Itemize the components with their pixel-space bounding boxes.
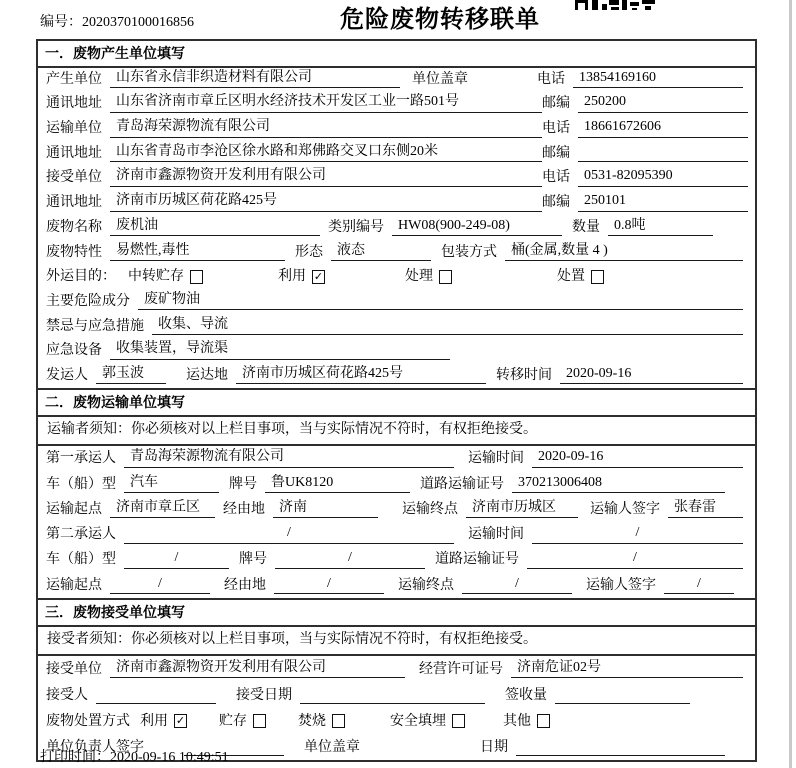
print-timestamp-label: 打印时间：	[40, 750, 110, 765]
producer-phone-value: 13854169160	[573, 69, 743, 89]
producer-address-value: 山东省济南市章丘区明水经济技术开发区工业一路501号	[110, 93, 542, 113]
row-hazard-components	[38, 290, 755, 315]
option-other	[503, 713, 550, 731]
option-incinerate	[298, 713, 345, 731]
second-carrier-signature-value: /	[664, 575, 734, 595]
field-label: 接受日期	[236, 687, 292, 703]
option-label: 安全填埋	[390, 713, 446, 729]
waste-hazard-value: 易燃性,毒性	[110, 242, 285, 262]
route-origin-value: 济南市章丘区	[110, 499, 215, 519]
receiver-person-value	[96, 702, 216, 704]
field-label: 邮编	[542, 96, 570, 112]
option-utilize	[140, 713, 187, 731]
checkbox	[190, 270, 203, 284]
row-transfer-purpose	[38, 265, 755, 290]
manifest-number-value: 2020370100016856	[82, 15, 194, 30]
field-label: 签收量	[505, 687, 547, 703]
second-route-origin-value: /	[110, 575, 210, 595]
page-title: 危险废物转移联单	[340, 6, 540, 33]
field-label: 包装方式	[441, 244, 497, 260]
field-label: 运输终点	[402, 501, 458, 517]
field-label: 电话	[542, 170, 570, 186]
field-label: 道路运输证号	[435, 552, 519, 568]
field-label: 废物特性	[46, 244, 102, 260]
producer-unit-value: 山东省永信非织造材料有限公司	[110, 69, 400, 89]
checkbox	[591, 270, 604, 284]
field-label: 转移时间	[496, 367, 552, 383]
field-label: 废物处置方式	[46, 713, 130, 729]
checkbox	[253, 714, 266, 728]
print-timestamp	[40, 749, 229, 767]
field-label: 日期	[480, 739, 508, 755]
option-store	[219, 713, 266, 731]
field-label: 接受人	[46, 687, 88, 703]
row-second-route	[38, 573, 755, 598]
field-label: 牌号	[229, 476, 257, 492]
second-carrier-value: /	[124, 524, 454, 544]
field-label: 主要危险成分	[46, 293, 130, 309]
checkbox-checked: ✓	[175, 714, 186, 728]
row-producer-address	[38, 92, 755, 117]
option-transfer-storage	[128, 268, 203, 286]
field-label: 车（船）型	[46, 476, 116, 492]
field-label: 经由地	[224, 577, 266, 593]
section-transporter-title: 二．废物运输单位填写	[38, 390, 755, 417]
field-label: 运输终点	[398, 577, 454, 593]
field-label: 电话	[537, 71, 565, 87]
receive-date-value	[300, 702, 485, 704]
field-label: 接受单位	[46, 170, 102, 186]
option-label: 焚烧	[298, 713, 326, 729]
field-label: 禁忌与应急措施	[46, 318, 144, 334]
section-transporter	[38, 388, 755, 598]
page-edge-line	[789, 0, 792, 768]
second-route-end-value: /	[462, 575, 572, 595]
field-label: 发运人	[46, 367, 88, 383]
qr-code-fragment	[575, 0, 655, 11]
option-label: 中转贮存	[128, 269, 184, 285]
field-label: 邮编	[542, 195, 570, 211]
transport-zip-value	[578, 160, 748, 162]
option-utilize	[278, 268, 325, 286]
waste-form-value: 液态	[331, 242, 431, 262]
receiver-address-value: 济南市历城区荷花路425号	[110, 192, 542, 212]
field-label: 废物名称	[46, 219, 102, 235]
field-label: 第二承运人	[46, 527, 116, 543]
transport-unit-value: 青岛海荣源物流有限公司	[110, 118, 542, 138]
row-receiver-address	[38, 191, 755, 216]
first-transport-date-value: 2020-09-16	[532, 448, 743, 468]
unit-seal-label: 单位盖章	[304, 739, 360, 755]
second-vehicle-type-value: /	[124, 549, 229, 569]
field-label: 运达地	[186, 367, 228, 383]
row-producer-unit	[38, 68, 755, 93]
receiver-phone-value: 0531-82095390	[578, 167, 748, 187]
second-route-via-value: /	[274, 575, 384, 595]
field-label: 经由地	[223, 501, 265, 517]
hazard-components-value: 废矿物油	[138, 291, 743, 311]
checkbox	[537, 714, 550, 728]
manifest-number-label: 编号：	[40, 15, 82, 30]
option-label: 处置	[557, 269, 585, 285]
field-label: 通讯地址	[46, 145, 102, 161]
emergency-measures-value: 收集、导流	[152, 316, 743, 336]
field-label: 运输起点	[46, 577, 102, 593]
option-label: 利用	[140, 713, 168, 729]
row-shipper	[38, 364, 755, 389]
field-label: 产生单位	[46, 71, 102, 87]
checkbox-checked: ✓	[313, 269, 324, 283]
field-label: 运输时间	[468, 527, 524, 543]
row-disposal-method	[38, 708, 755, 734]
field-label: 类别编号	[328, 219, 384, 235]
section-receiver	[38, 598, 755, 760]
manifest-form	[36, 39, 757, 762]
field-label: 运输人签字	[590, 501, 660, 517]
vehicle-type-value: 汽车	[124, 474, 219, 494]
seal-date-value	[516, 754, 725, 756]
row-waste-properties	[38, 240, 755, 265]
row-receiving-unit	[38, 656, 755, 682]
row-second-vehicle	[38, 548, 755, 573]
second-plate-number-value: /	[275, 549, 425, 569]
section-producer-title: 一．废物产生单位填写	[38, 41, 755, 68]
transport-address-value: 山东省青岛市李沧区徐水路和郑佛路交叉口东侧20米	[110, 143, 542, 163]
field-label: 道路运输证号	[420, 476, 504, 492]
field-label: 邮编	[542, 145, 570, 161]
field-label: 运输单位	[46, 121, 102, 137]
field-label: 外运目的：	[46, 269, 116, 285]
transport-phone-value: 18661672606	[578, 118, 748, 138]
received-quantity-value	[555, 702, 690, 704]
waste-quantity-value: 0.8吨	[608, 217, 713, 237]
row-emergency-equipment	[38, 339, 755, 364]
row-first-vehicle	[38, 472, 755, 497]
checkbox	[332, 714, 345, 728]
option-dispose	[557, 268, 604, 286]
field-label: 数量	[572, 219, 600, 235]
waste-name-value: 废机油	[110, 217, 320, 237]
producer-zip-value: 250200	[578, 93, 748, 113]
plate-number-value: 鲁UK8120	[265, 474, 410, 494]
row-second-carrier	[38, 522, 755, 547]
road-permit-value: 370213006408	[512, 474, 725, 494]
emergency-equipment-value: 收集装置，导流渠	[110, 340, 450, 360]
field-label: 单位负责人签字	[46, 739, 144, 755]
packaging-value: 桶(金属,数量 4 )	[505, 242, 743, 262]
carrier-signature-value: 张春雷	[668, 499, 743, 519]
row-waste-name	[38, 216, 755, 241]
route-end-value: 济南市历城区	[466, 499, 578, 519]
second-road-permit-value: /	[527, 549, 743, 569]
option-label: 处理	[405, 269, 433, 285]
shipper-name-value: 郭玉波	[96, 365, 166, 385]
transfer-date-value: 2020-09-16	[560, 365, 743, 385]
row-first-route	[38, 497, 755, 522]
route-via-value: 济南	[273, 499, 378, 519]
row-receiver-person	[38, 682, 755, 708]
field-label: 应急设备	[46, 343, 102, 359]
field-label: 车（船）型	[46, 552, 116, 568]
section-receiver-title: 三．废物接受单位填写	[38, 600, 755, 627]
field-label: 接受单位	[46, 661, 102, 677]
receiving-unit-value: 济南市鑫源物资开发利用有限公司	[110, 659, 405, 679]
row-first-carrier	[38, 446, 755, 471]
checkbox	[439, 270, 452, 284]
field-label: 第一承运人	[46, 451, 116, 467]
field-label: 牌号	[239, 552, 267, 568]
field-label: 形态	[295, 244, 323, 260]
option-landfill	[390, 713, 465, 731]
field-label: 运输人签字	[586, 577, 656, 593]
print-timestamp-value: 2020-09-16 10:49:51	[110, 750, 229, 765]
checkbox	[452, 714, 465, 728]
option-label: 利用	[278, 269, 306, 285]
row-receiver-unit	[38, 166, 755, 191]
receiver-zip-value: 250101	[578, 192, 748, 212]
receiver-unit-value: 济南市鑫源物资开发利用有限公司	[110, 167, 542, 187]
field-label: 通讯地址	[46, 195, 102, 211]
field-label: 电话	[542, 121, 570, 137]
row-emergency-measures	[38, 314, 755, 339]
field-label: 运输时间	[468, 451, 524, 467]
receiver-notice: 接受者须知：你必须核对以上栏目事项，当与实际情况不符时，有权拒绝接受。	[38, 627, 755, 657]
option-label: 贮存	[219, 713, 247, 729]
option-label: 其他	[503, 713, 531, 729]
first-carrier-value: 青岛海荣源物流有限公司	[124, 448, 454, 468]
row-transport-address	[38, 142, 755, 167]
field-label: 通讯地址	[46, 96, 102, 112]
unit-seal-label: 单位盖章	[412, 71, 468, 87]
license-number-value: 济南危证02号	[511, 659, 743, 679]
second-transport-date-value: /	[532, 524, 743, 544]
destination-value: 济南市历城区荷花路425号	[236, 365, 486, 385]
transporter-notice: 运输者须知：你必须核对以上栏目事项，当与实际情况不符时，有权拒绝接受。	[38, 417, 755, 447]
field-label: 经营许可证号	[419, 661, 503, 677]
row-transport-unit	[38, 117, 755, 142]
option-treat	[405, 268, 452, 286]
field-label: 运输起点	[46, 501, 102, 517]
waste-code-value: HW08(900-249-08)	[392, 217, 562, 237]
section-producer	[38, 41, 755, 388]
